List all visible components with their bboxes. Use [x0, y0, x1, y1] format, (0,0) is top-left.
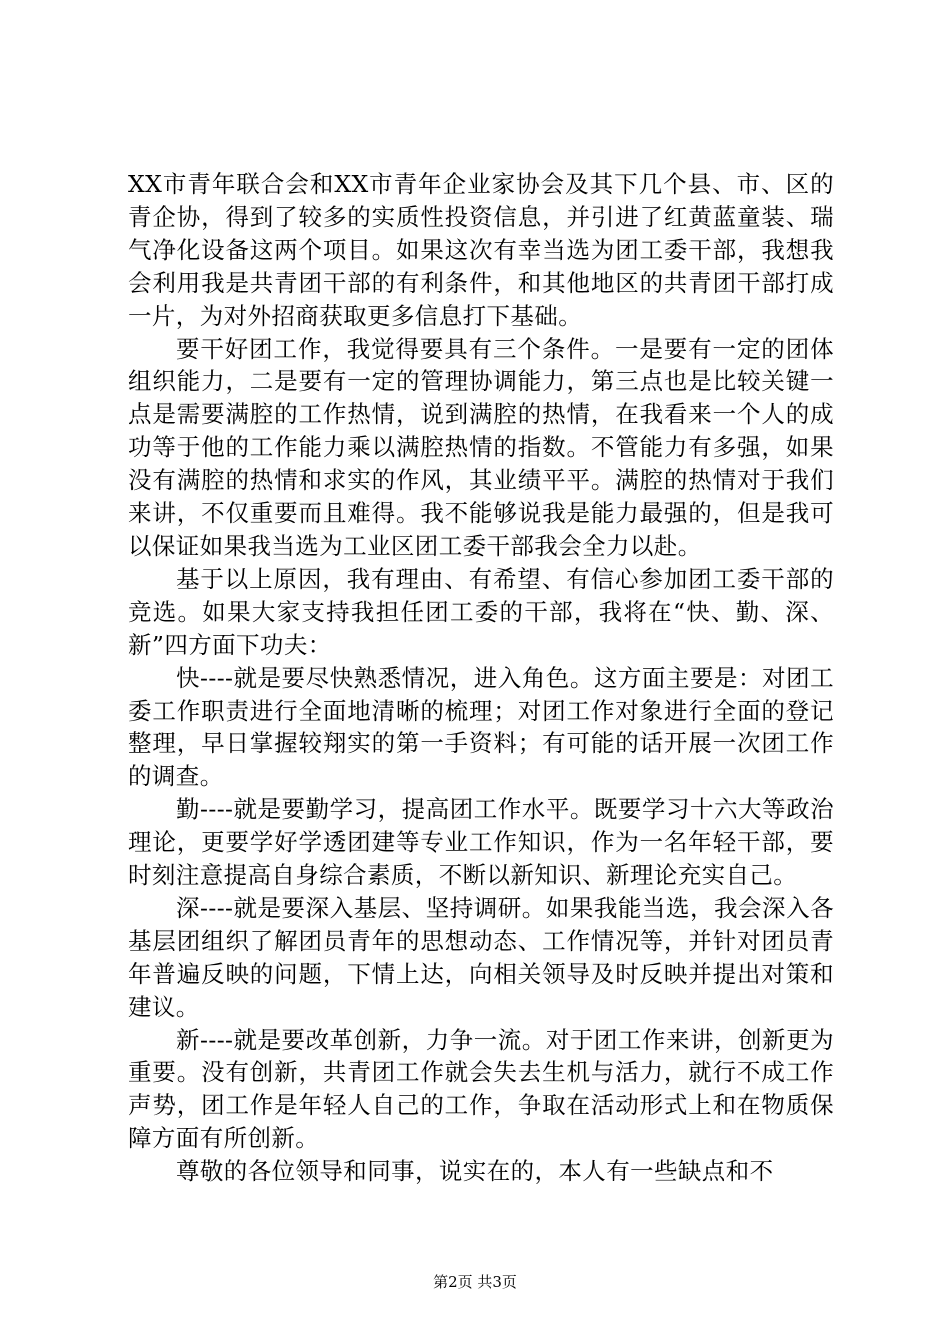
- paragraph-xin: 新----就是要改革创新，力争一流。对于团工作来讲，创新更为重要。没有创新，共青团工作就会失去生机与活力，就行不成工作声势，团工作是年轻人自己的工作，争取在活动形式上和在物质保障方面有所创新。: [128, 1025, 834, 1153]
- document-body: [128, 168, 834, 1188]
- paragraph-continuation: XX市青年联合会和XX市青年企业家协会及其下几个县、市、区的青企协，得到了较多的实质性投资信息，并引进了红黄蓝童装、瑞气净化设备这两个项目。如果这次有幸当选为团工委干部，我想我会利用我是共青团干部的有利条件，和其他地区的共青团干部打成一片，为对外招商获取更多信息打下基础。: [128, 170, 834, 330]
- paragraph-shen: 深----就是要深入基层、坚持调研。如果我能当选，我会深入各基层团组织了解团员青年的思想动态、工作情况等，并针对团员青年普遍反映的问题，下情上达，向相关领导及时反映并提出对策和建议。: [128, 893, 834, 1021]
- page-footer: 第2页 共3页: [433, 1273, 517, 1291]
- paragraph-kuai: 快----就是要尽快熟悉情况，进入角色。这方面主要是：对团工委工作职责进行全面地清晰的梳理；对团工作对象进行全面的登记整理，早日掌握较翔实的第一手资料；有可能的话开展一次团工作的调查。: [128, 663, 834, 791]
- paragraph-conditions: 要干好团工作，我觉得要具有三个条件。一是要有一定的团体组织能力，二是要有一定的管理协调能力，第三点也是比较关键一点是需要满腔的工作热情，说到满腔的热情，在我看来一个人的成功等于他的工作能力乘以满腔热情的指数。不管能力有多强，如果没有满腔的热情和求实的作风，其业绩平平。满腔的热情对于我们来讲，不仅重要而且难得。我不能够说我是能力最强的，但是我可以保证如果我当选为工业区团工委干部我会全力以赴。: [128, 334, 834, 560]
- paragraph-qin: 勤----就是要勤学习，提高团工作水平。既要学习十六大等政治理论，更要学好学透团建等专业工作知识，作为一名年轻干部，要时刻注意提高自身综合素质，不断以新知识、新理论充实自己。: [128, 795, 834, 890]
- paragraph-closing: 尊敬的各位领导和同事，说实在的，本人有一些缺点和不: [176, 1157, 774, 1186]
- paragraph-reasons: 基于以上原因，我有理由、有希望、有信心参加团工委干部的竞选。如果大家支持我担任团工委的干部，我将在“快、勤、深、新”四方面下功夫：: [128, 564, 834, 659]
